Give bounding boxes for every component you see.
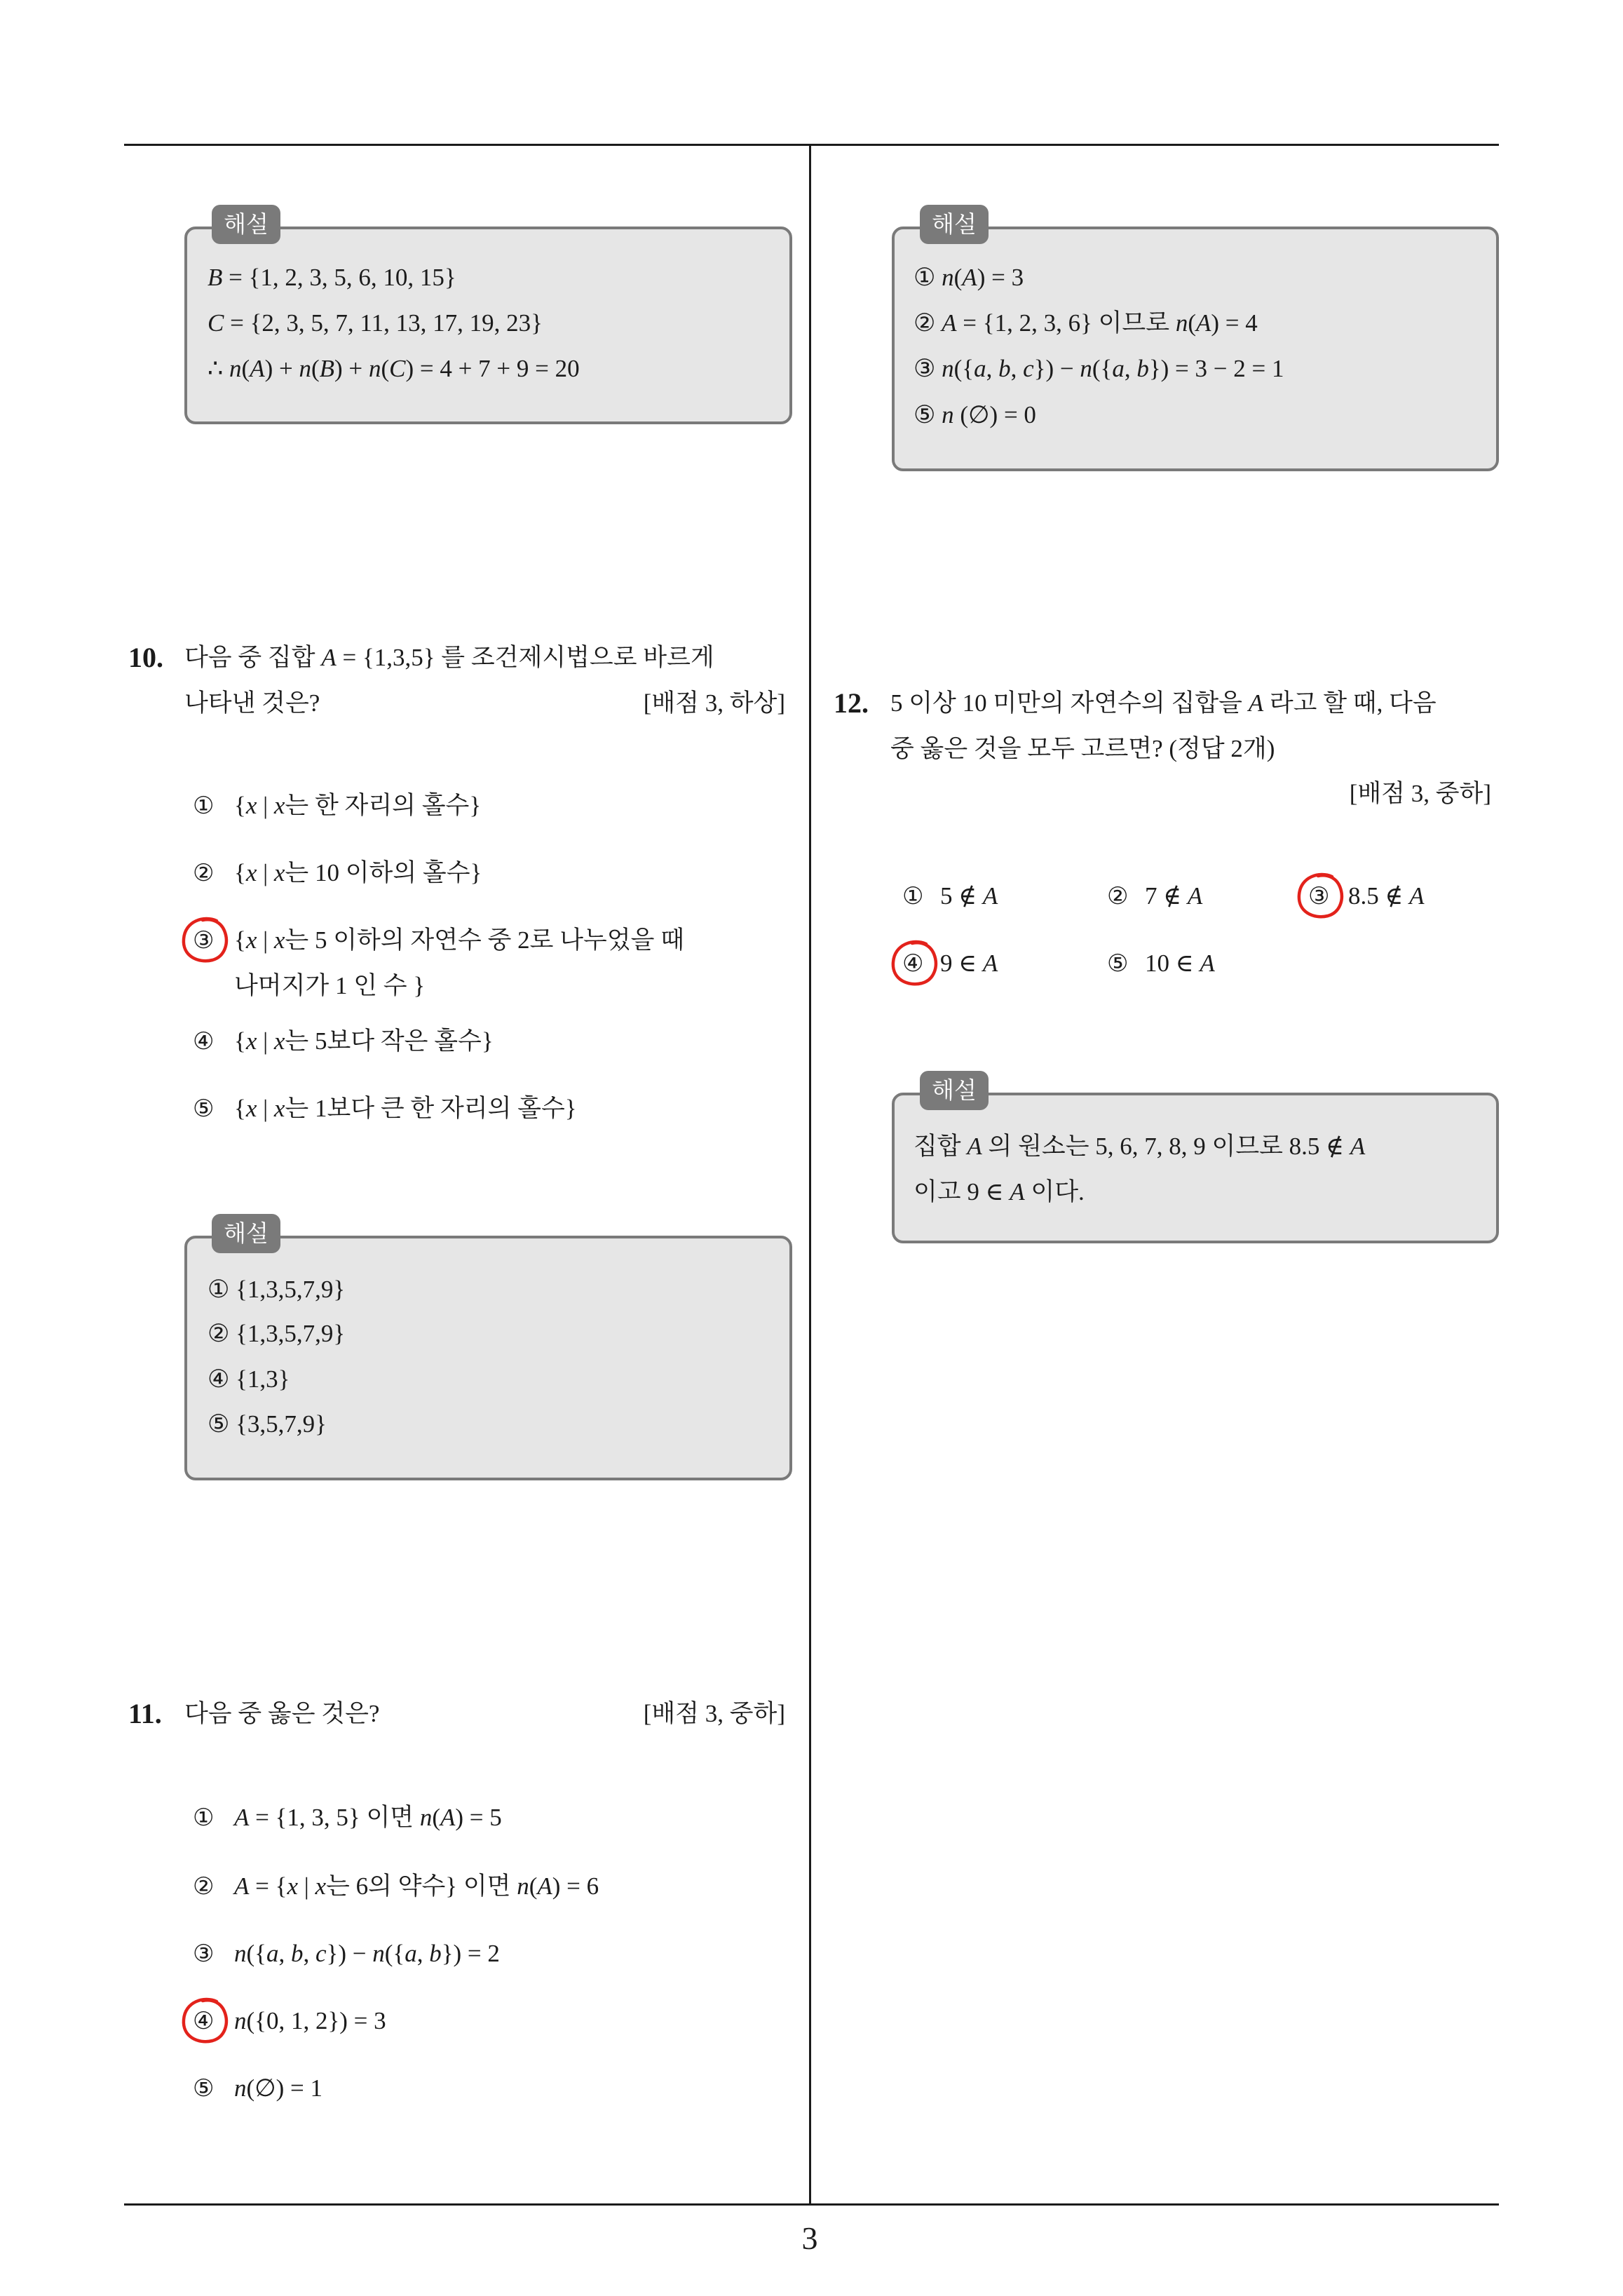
option-text: n({a, b, c}) − n({a, b}) = 2 xyxy=(234,1940,500,1967)
explanation-box xyxy=(184,210,792,424)
option-text: {x | x는 10 이하의 홀수} xyxy=(234,859,482,886)
score-label: [배점 3, 중하] xyxy=(1349,780,1491,807)
option-marker: ③ xyxy=(193,925,234,956)
option-text: 8.5 ∉ A xyxy=(1348,882,1425,910)
answer-option xyxy=(193,790,481,821)
answer-option xyxy=(193,2073,322,2104)
option-marker: ④ xyxy=(193,2006,234,2037)
option-marker: ④ xyxy=(193,1027,215,1055)
explanation-line: ② {1,3,5,7,9} xyxy=(208,1320,346,1347)
answer-option xyxy=(193,1026,494,1057)
explanation-line: ② A = {1, 2, 3, 6} 이므로 n(A) = 4 xyxy=(914,309,1258,337)
explanation-label: 해설 xyxy=(920,1071,989,1110)
explanation-line: ① n(A) = 3 xyxy=(914,264,1024,291)
explanation-box xyxy=(892,1076,1499,1243)
question-stem-line: 중 옳은 것을 모두 고르면? (정답 2개) xyxy=(890,735,1275,762)
option-marker: ④ xyxy=(902,948,940,979)
answer-option xyxy=(1107,948,1215,979)
answer-option xyxy=(1107,881,1202,912)
column-divider xyxy=(809,144,811,2204)
answer-circle-mark xyxy=(1294,870,1346,922)
answer-circle-mark xyxy=(888,938,940,990)
option-text-continuation: 나머지가 1 인 수 } xyxy=(234,972,426,999)
question-stem-line: 나타낸 것은? xyxy=(184,689,320,717)
option-marker: ③ xyxy=(193,1940,215,1968)
question-number: 11. xyxy=(128,1698,162,1729)
option-text: 10 ∈ A xyxy=(1145,950,1215,977)
option-text: n({0, 1, 2}) = 3 xyxy=(234,2007,386,2034)
footer-rule xyxy=(124,2203,1499,2206)
explanation-line: ③ n({a, b, c}) − n({a, b}) = 3 − 2 = 1 xyxy=(914,355,1284,382)
answer-option xyxy=(1308,881,1425,912)
answer-option xyxy=(193,1871,599,1902)
option-marker: ② xyxy=(1107,882,1129,910)
answer-option xyxy=(902,948,998,979)
option-marker: ② xyxy=(193,1872,215,1900)
answer-option xyxy=(193,925,684,956)
option-marker: ⑤ xyxy=(193,1095,215,1123)
answer-circle-mark xyxy=(179,914,231,966)
option-text: 9 ∈ A xyxy=(940,950,998,977)
score-label: [배점 3, 중하] xyxy=(643,1700,785,1727)
answer-circle-mark xyxy=(179,1995,231,2047)
explanation-line: ∴ n(A) + n(B) + n(C) = 4 + 7 + 9 = 20 xyxy=(208,355,580,382)
score-label: [배점 3, 하상] xyxy=(643,689,785,717)
option-marker: ① xyxy=(193,1804,215,1832)
explanation-line: ④ {1,3} xyxy=(208,1365,290,1393)
option-text: {x | x는 1보다 큰 한 자리의 홀수} xyxy=(234,1095,577,1122)
explanation-line: B = {1, 2, 3, 5, 6, 10, 15} xyxy=(208,264,456,291)
question-number: 12. xyxy=(834,687,869,719)
option-text: A = {1, 3, 5} 이면 n(A) = 5 xyxy=(234,1804,502,1831)
option-marker: ⑤ xyxy=(193,2074,215,2102)
option-text: {x | x는 한 자리의 홀수} xyxy=(234,792,482,819)
option-text: 5 ∉ A xyxy=(940,882,998,910)
option-marker: ② xyxy=(193,859,215,887)
answer-option xyxy=(193,1938,500,1969)
option-text: {x | x는 5 이하의 자연수 중 2로 나누었을 때 xyxy=(234,926,685,954)
option-text: A = {x | x는 6의 약수} 이면 n(A) = 6 xyxy=(234,1872,599,1900)
option-marker: ① xyxy=(902,882,924,910)
option-marker: ⑤ xyxy=(1107,950,1129,978)
header-rule xyxy=(124,144,1499,146)
question-stem-line: 다음 중 옳은 것은? xyxy=(184,1700,380,1727)
explanation-line: ⑤ n (∅) = 0 xyxy=(914,401,1036,428)
explanation-line: 집합 A 의 원소는 5, 6, 7, 8, 9 이므로 8.5 ∉ A xyxy=(914,1133,1366,1160)
explanation-label: 해설 xyxy=(920,205,989,244)
explanation-label: 해설 xyxy=(212,1214,280,1253)
answer-option xyxy=(902,881,998,912)
explanation-box xyxy=(184,1220,792,1480)
explanation-line: ① {1,3,5,7,9} xyxy=(208,1276,346,1303)
explanation-line: ⑤ {3,5,7,9} xyxy=(208,1410,327,1438)
option-text: {x | x는 5보다 작은 홀수} xyxy=(234,1027,494,1055)
page-number: 3 xyxy=(801,2220,818,2256)
explanation-label: 해설 xyxy=(212,205,280,244)
answer-option xyxy=(193,1093,577,1124)
question-stem-line: 다음 중 집합 A = {1,3,5} 를 조건제시법으로 바르게 xyxy=(184,644,714,671)
explanation-box xyxy=(892,210,1499,471)
option-marker: ③ xyxy=(1308,881,1348,912)
option-text: n(∅) = 1 xyxy=(234,2074,323,2102)
explanation-line: 이고 9 ∈ A 이다. xyxy=(914,1178,1085,1206)
option-text: 7 ∉ A xyxy=(1145,882,1203,910)
question-stem-line: 5 이상 10 미만의 자연수의 집합을 A 라고 할 때, 다음 xyxy=(890,689,1437,717)
explanation-line: C = {2, 3, 5, 7, 11, 13, 17, 19, 23} xyxy=(208,309,543,337)
answer-option xyxy=(193,1802,502,1833)
answer-option xyxy=(193,858,482,889)
question-number: 10. xyxy=(128,642,163,673)
answer-option xyxy=(193,2006,386,2037)
option-marker: ① xyxy=(193,792,215,820)
